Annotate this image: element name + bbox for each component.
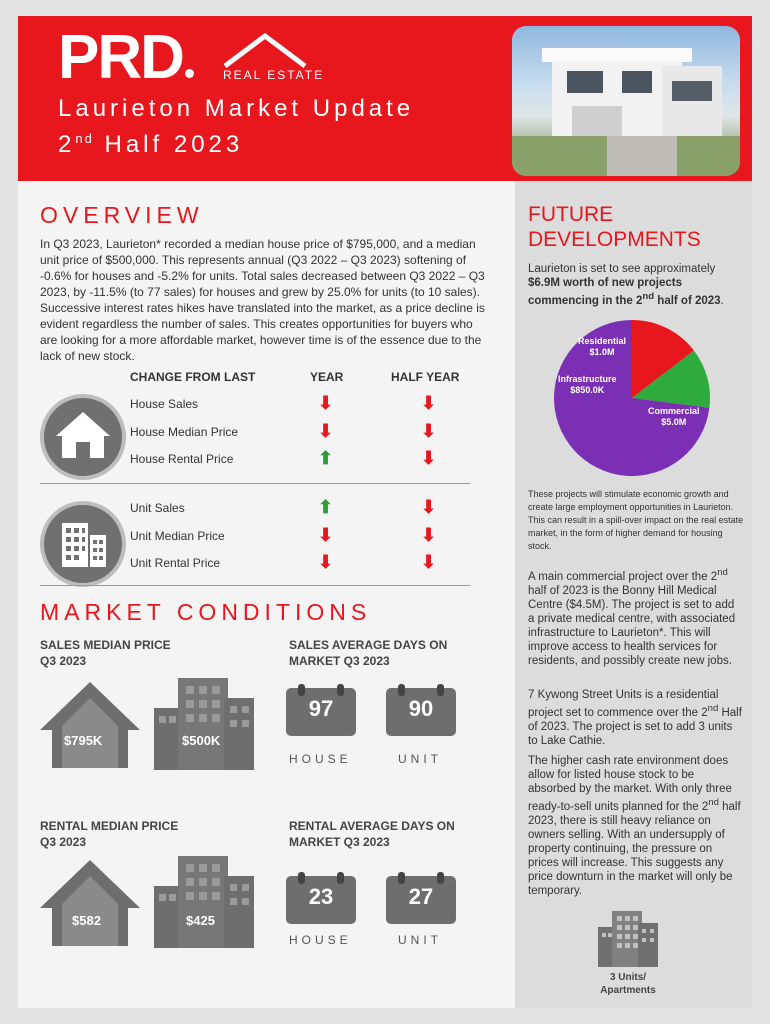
arrow-down-icon: ⬇ [421,552,437,572]
rental-unit-price: $425 [186,913,215,928]
report-page [18,16,752,1008]
sales-house-label: HOUSE [289,752,352,766]
change-col-half: HALF YEAR [391,370,460,384]
header-banner [18,16,752,181]
rental-median-title: RENTAL MEDIAN PRICE Q3 2023 [40,819,179,849]
sales-days-house-calendar [286,684,356,736]
house-icon [44,398,122,476]
house-circle [40,394,126,480]
future-para-3: The higher cash rate environment does allow for listed house stock to be absorbed by the market. With only three ready-to-sell units planned for the 2nd half 2023, there is still heavy reliance on owners selling. With an undersupply of property continuing, the pressure on prices will increase. This suggests any price downturn in the market will only be temporary. [528,755,741,897]
rental-days-house-calendar [286,872,356,924]
unit-row-label: Unit Sales [130,501,185,515]
change-col-year: YEAR [310,370,344,384]
overview-text: In Q3 2023, Laurieton* recorded a median house price of $795,000, and a median unit price of $500,000. This represents annual (Q3 2022 – Q3 2023) softening of -0.6% for houses and -5.2% for units. Total sales decreased between Q3 2022 – Q3 2023, by -11.5% (to 77 sales) for houses and grew by 25.0% for units (to 10 sales). Successive interest rates hikes have translated into the market, as a price decline is evident regardless the number of sales. This creates opportunities for buyers who are looking for a more affordable market, however time is of the essence due to the lack of new stock. [40,237,485,363]
future-intro: Laurieton is set to see approximately $6.9M worth of new projects commencing in the 2nd half of 2023. [528,263,724,307]
arrow-down-icon: ⬇ [421,497,437,517]
rental-unit-label: UNIT [398,933,442,947]
house-row-label: House Sales [130,397,199,411]
arrow-down-icon: ⬇ [421,448,437,468]
divider [40,585,470,586]
future-para-2: 7 Kywong Street Units is a residential project set to commence over the 2nd Half of 2023. The project is set to add 3 units to Lake Cathie. [528,689,742,747]
house-row-label: House Median Price [130,424,239,439]
unit-circle [40,501,126,587]
units-apartments-label: 3 Units/ Apartments [600,972,656,996]
sales-days-unit-calendar [386,684,456,736]
arrow-down-icon: ⬇ [318,524,334,545]
arrow-down-icon: ⬇ [421,393,437,413]
rental-house-price: $582 [72,913,101,928]
arrow-down-icon: ⬇ [318,552,334,572]
market-conditions-heading: MARKET CONDITIONS [40,599,372,625]
rental-days-title: RENTAL AVERAGE DAYS ON MARKET Q3 2023 [289,819,455,849]
house-price-icon [40,678,140,770]
unit-row-label: Unit Rental Price [130,556,221,570]
sales-unit-price: $500K [182,733,221,748]
arrow-down-icon: ⬇ [421,420,437,441]
future-para-1: A main commercial project over the 2nd half of 2023 is the Bonny Hill Medical Centre ($4.5M). The project is set to add a private medical centre, with associated infrastructure to Laurieton*. This will improve access to health services for residents, and possibly create new jobs. [528,567,736,667]
roof-logo-icon [221,30,309,70]
unit-price-icon [154,678,254,770]
sales-house-price: $795K [64,733,103,748]
sales-days-title: SALES AVERAGE DAYS ON MARKET Q3 2023 [289,638,448,668]
developments-pie-chart [552,318,712,478]
unit-rent-icon [154,856,254,948]
stimulate-text: These projects will stimulate economic growth and create large employment opportunities in Laurieton. This can result in a spill-over impact on the real estate market, in the form of higher demand for housing stock. [528,489,744,551]
brand-subtitle: REAL ESTATE [223,68,325,82]
rental-days-unit-calendar [386,872,456,924]
change-col-label: CHANGE FROM LAST [130,370,256,384]
prd-logo: PRD [58,22,194,93]
unit-row-label: Unit Median Price [130,528,225,543]
sales-unit-label: UNIT [398,752,442,766]
arrow-down-icon: ⬇ [318,420,334,441]
pie-label-infrastructure: Infrastructure $850.0K [558,374,617,395]
future-developments-title: FUTURE DEVELOPMENTS [528,203,701,251]
sales-days-house: 97 [308,696,334,721]
apartment-icon [44,505,122,583]
arrow-up-icon: ⬆ [318,448,334,468]
arrow-down-icon: ⬇ [421,524,437,545]
pie-label-residential: Residential $1.0M [578,336,627,357]
units-apartment-icon [598,911,658,967]
rental-days-house: 23 [308,884,334,909]
sales-median-title: SALES MEDIAN PRICE Q3 2023 [40,638,171,668]
rental-house-label: HOUSE [289,933,352,947]
rental-days-unit: 27 [408,884,434,909]
page-title: Laurieton Market Update 2nd Half 2023 [58,95,415,158]
sales-days-unit: 90 [408,696,434,721]
house-photo [512,26,740,176]
house-rent-icon [40,856,140,948]
divider [40,483,470,484]
arrow-down-icon: ⬇ [318,393,334,413]
house-row-label: House Rental Price [130,452,234,466]
arrow-up-icon: ⬆ [318,497,334,517]
pie-label-commercial: Commercial $5.0M [648,406,700,427]
overview-heading: OVERVIEW [40,202,204,228]
